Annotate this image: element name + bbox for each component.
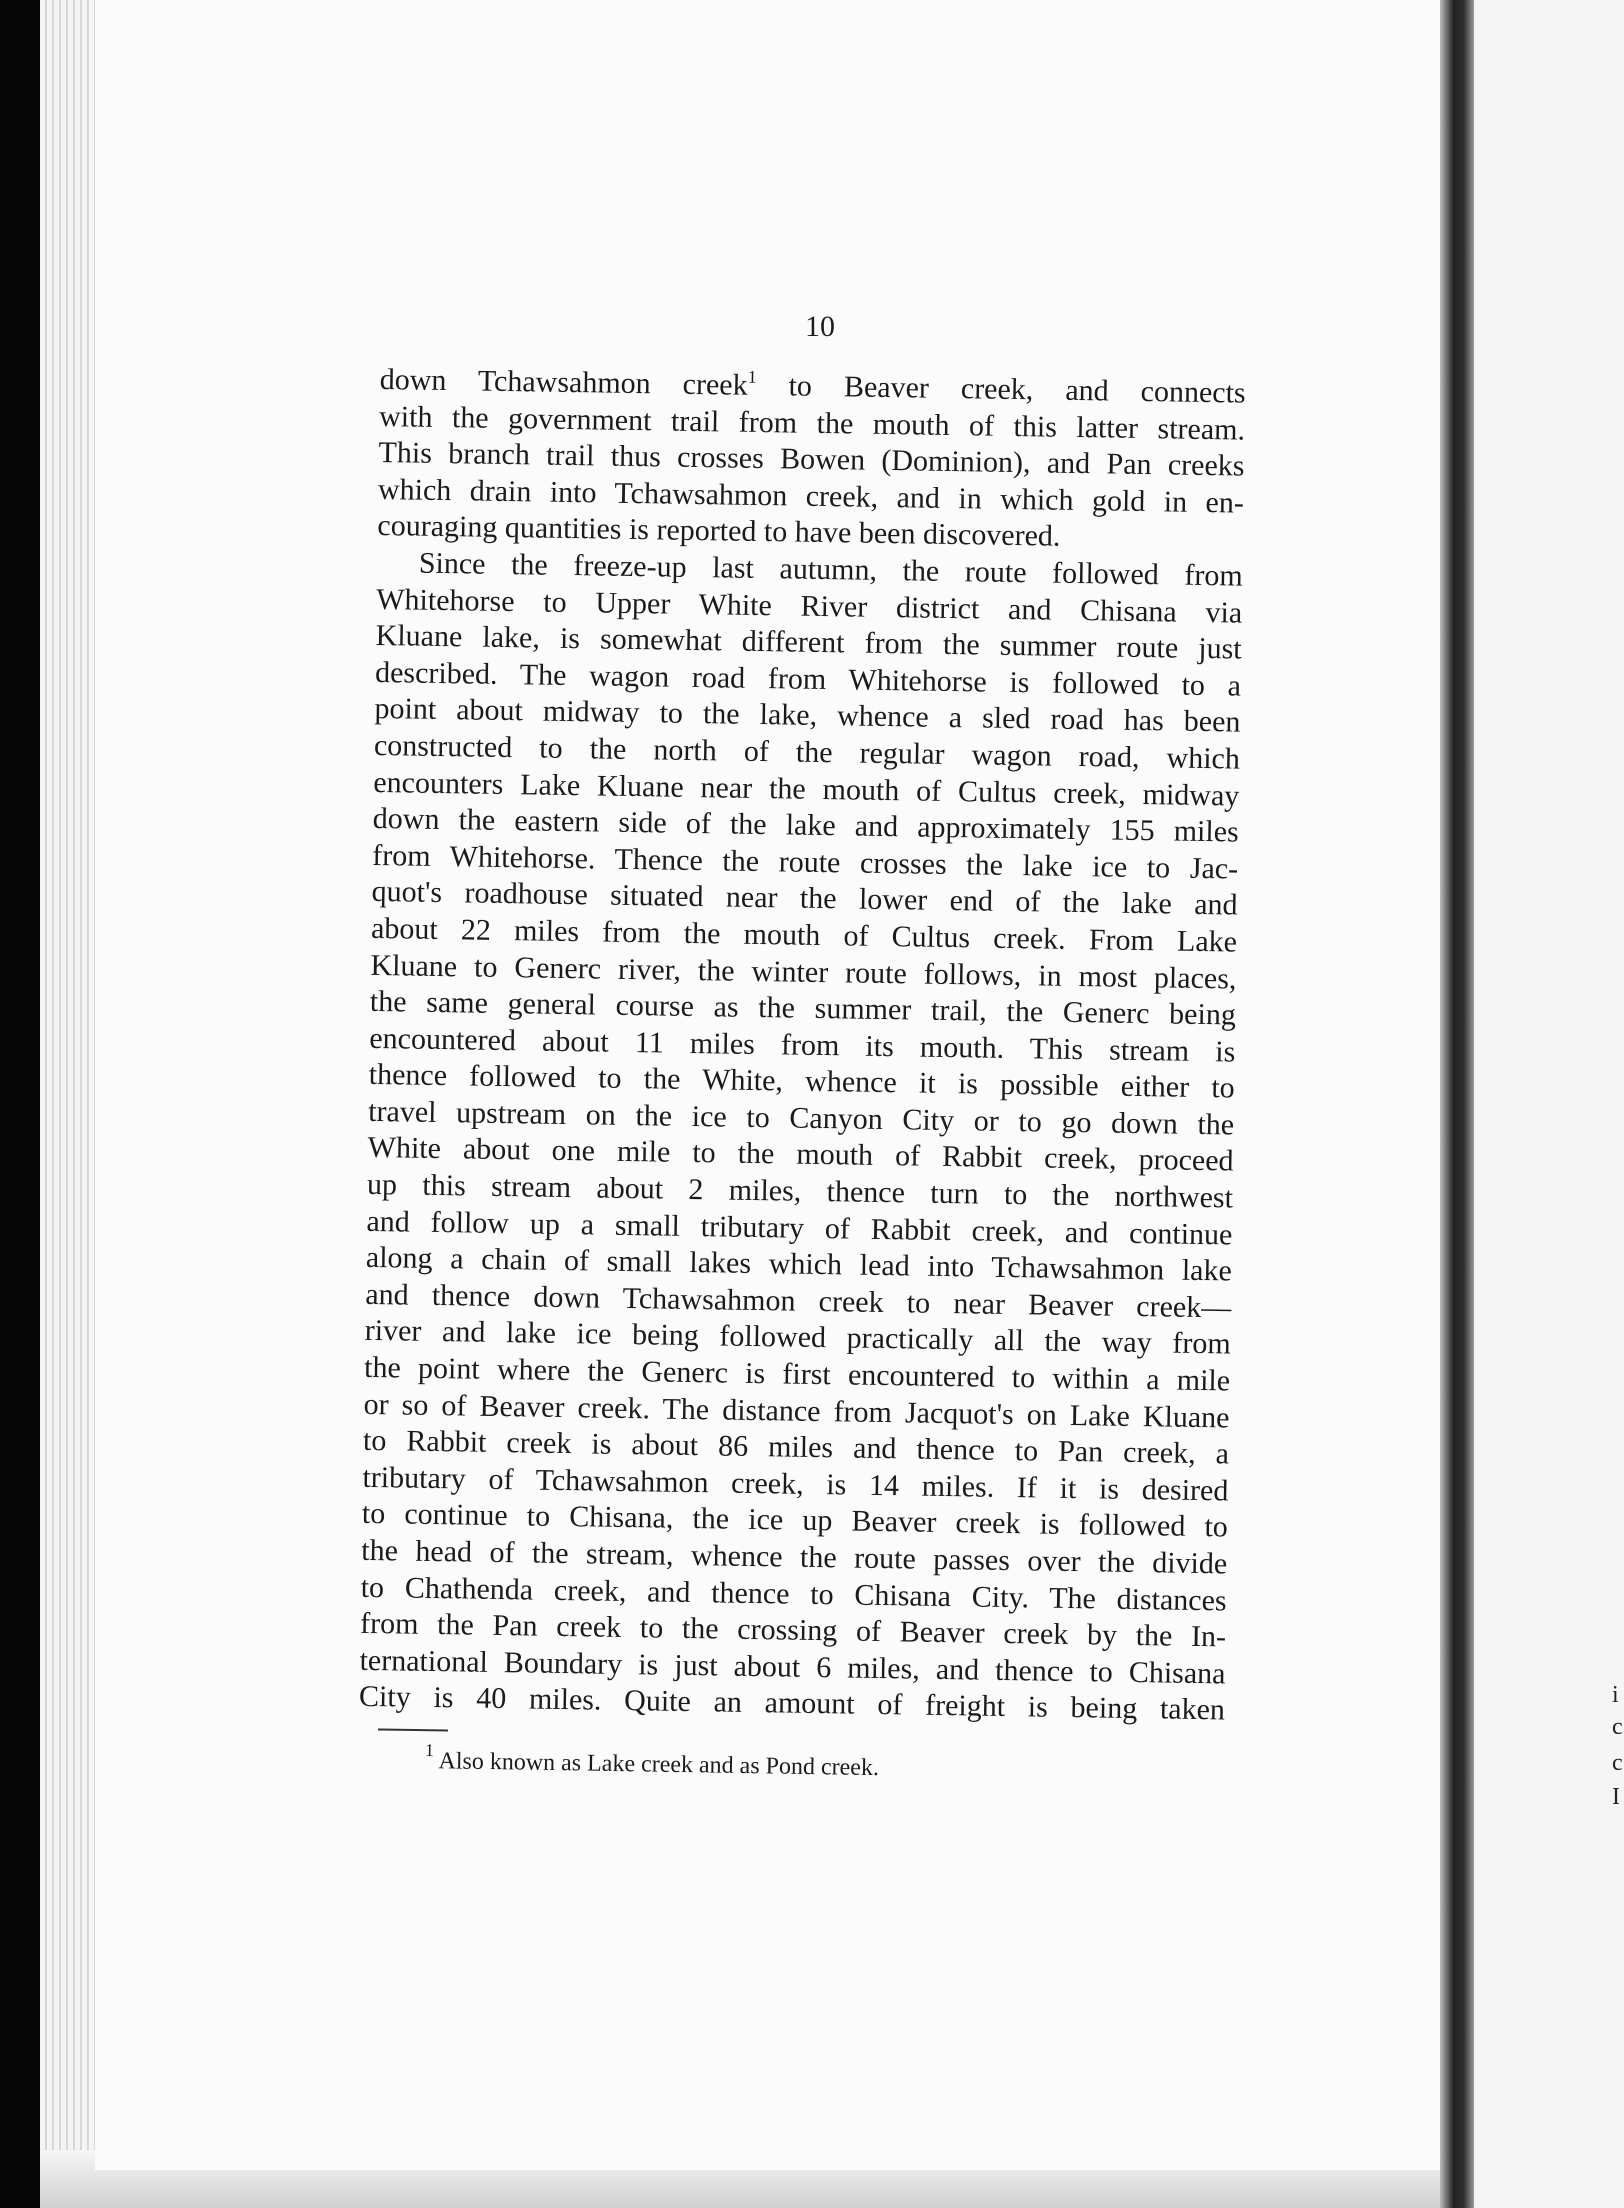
text-line: City is 40 miles. Quite an amount of freight is being taken <box>358 1680 1226 1727</box>
text-line: the head of the stream, whence the route passes over the divide <box>361 1533 1228 1581</box>
text-line: to Chathenda creek, and thence to Chisana City. The distances <box>360 1570 1227 1618</box>
text-line: down the eastern side of the lake and approximately 155 miles <box>372 802 1239 849</box>
text-line: the same general course as the summer trail, the Generc being <box>369 985 1237 1032</box>
text-line: river and lake ice being followed practically all the way from <box>364 1314 1231 1361</box>
facing-page-fragment: i <box>1612 1682 1619 1708</box>
text-line: point about midway to the lake, whence a sled road has been <box>374 692 1241 739</box>
text-line: quot's roadhouse situated near the lower end of the lake and <box>371 875 1238 922</box>
text-line: and thence down Tchawsahmon creek to near Beaver creek— <box>365 1277 1232 1325</box>
text-line: Kluane lake, is somewhat different from the summer route just <box>375 619 1242 666</box>
text-line: or so of Beaver creek. The distance from Jacquot's on Lake Kluane <box>363 1387 1230 1435</box>
facing-page-fragment: c <box>1612 1750 1623 1776</box>
text-line: Kluane to Generc river, the winter route follows, in most places, <box>370 948 1237 996</box>
text-line: thence followed to the White, whence it is possible either to <box>368 1058 1235 1105</box>
text-line: This branch trail thus crosses Bowen (Dominion), and Pan creeks <box>378 436 1245 483</box>
text-line: from Whitehorse. Thence the route crosses the lake ice to Jac- <box>371 838 1239 886</box>
text-line: couraging quantities is reported to have been discovered. <box>377 509 1061 554</box>
text-line: White about one mile to the mouth of Rabbit creek, proceed <box>367 1131 1234 1178</box>
text-line: ternational Boundary is just about 6 miles, and thence to Chisana <box>359 1643 1226 1691</box>
body-text <box>359 362 1246 1729</box>
text-line: described. The wagon road from Whitehorse is followed to a <box>374 655 1242 703</box>
text-line: and follow up a small tributary of Rabbit creek, and continue <box>366 1204 1233 1252</box>
facing-page-fragment: c <box>1612 1714 1623 1740</box>
text-line: about 22 miles from the mouth of Cultus creek. From Lake <box>370 911 1238 959</box>
footnote-text: Also known as Lake creek and as Pond creek. <box>433 1748 880 1782</box>
text-line: which drain into Tchawsahmon creek, and in which gold in en- <box>377 472 1245 520</box>
book-page-edges <box>40 0 100 2208</box>
text-line: constructed to the north of the regular wagon road, which <box>373 728 1241 776</box>
text-line: Whitehorse to Upper White River district and Chisana via <box>376 582 1243 630</box>
text-line: to Rabbit creek is about 86 miles and thence to Pan creek, a <box>362 1424 1230 1471</box>
text-line: with the government trail from the mouth of this latter stream. <box>378 399 1246 447</box>
text-line: encountered about 11 miles from its mouth. This stream is <box>369 1021 1236 1069</box>
text-line-paragraph-start: Since the freeze-up last autumn, the route followed from <box>418 546 1244 593</box>
page-number: 10 <box>805 310 835 343</box>
text-line: to continue to Chisana, the ice up Beaver creek is followed to <box>361 1497 1229 1544</box>
text-line: travel upstream on the ice to Canyon City or to go down the <box>367 1094 1235 1142</box>
footnote-reference: 1 <box>747 366 757 387</box>
text-line: encounters Lake Kluane near the mouth of Cultus creek, midway <box>373 765 1240 813</box>
text-line: tributary of Tchawsahmon creek, is 14 miles. If it is desired <box>362 1460 1229 1508</box>
book-gutter <box>1440 0 1474 2208</box>
facing-page <box>1474 0 1624 2208</box>
text-line: along a chain of small lakes which lead into Tchawsahmon lake <box>365 1241 1233 1288</box>
text-line: from the Pan creek to the crossing of Beaver creek by the In- <box>359 1607 1227 1654</box>
facing-page-fragment: I <box>1612 1784 1620 1810</box>
text-segment: to Beaver creek, and connects <box>756 368 1246 410</box>
text-line: the point where the Generc is first encountered to within a mile <box>363 1350 1231 1398</box>
footnote-marker: 1 <box>424 1740 435 1761</box>
text-segment: down Tchawsahmon creek <box>379 362 748 402</box>
text-line: up this stream about 2 miles, thence turn to the northwest <box>366 1167 1234 1215</box>
